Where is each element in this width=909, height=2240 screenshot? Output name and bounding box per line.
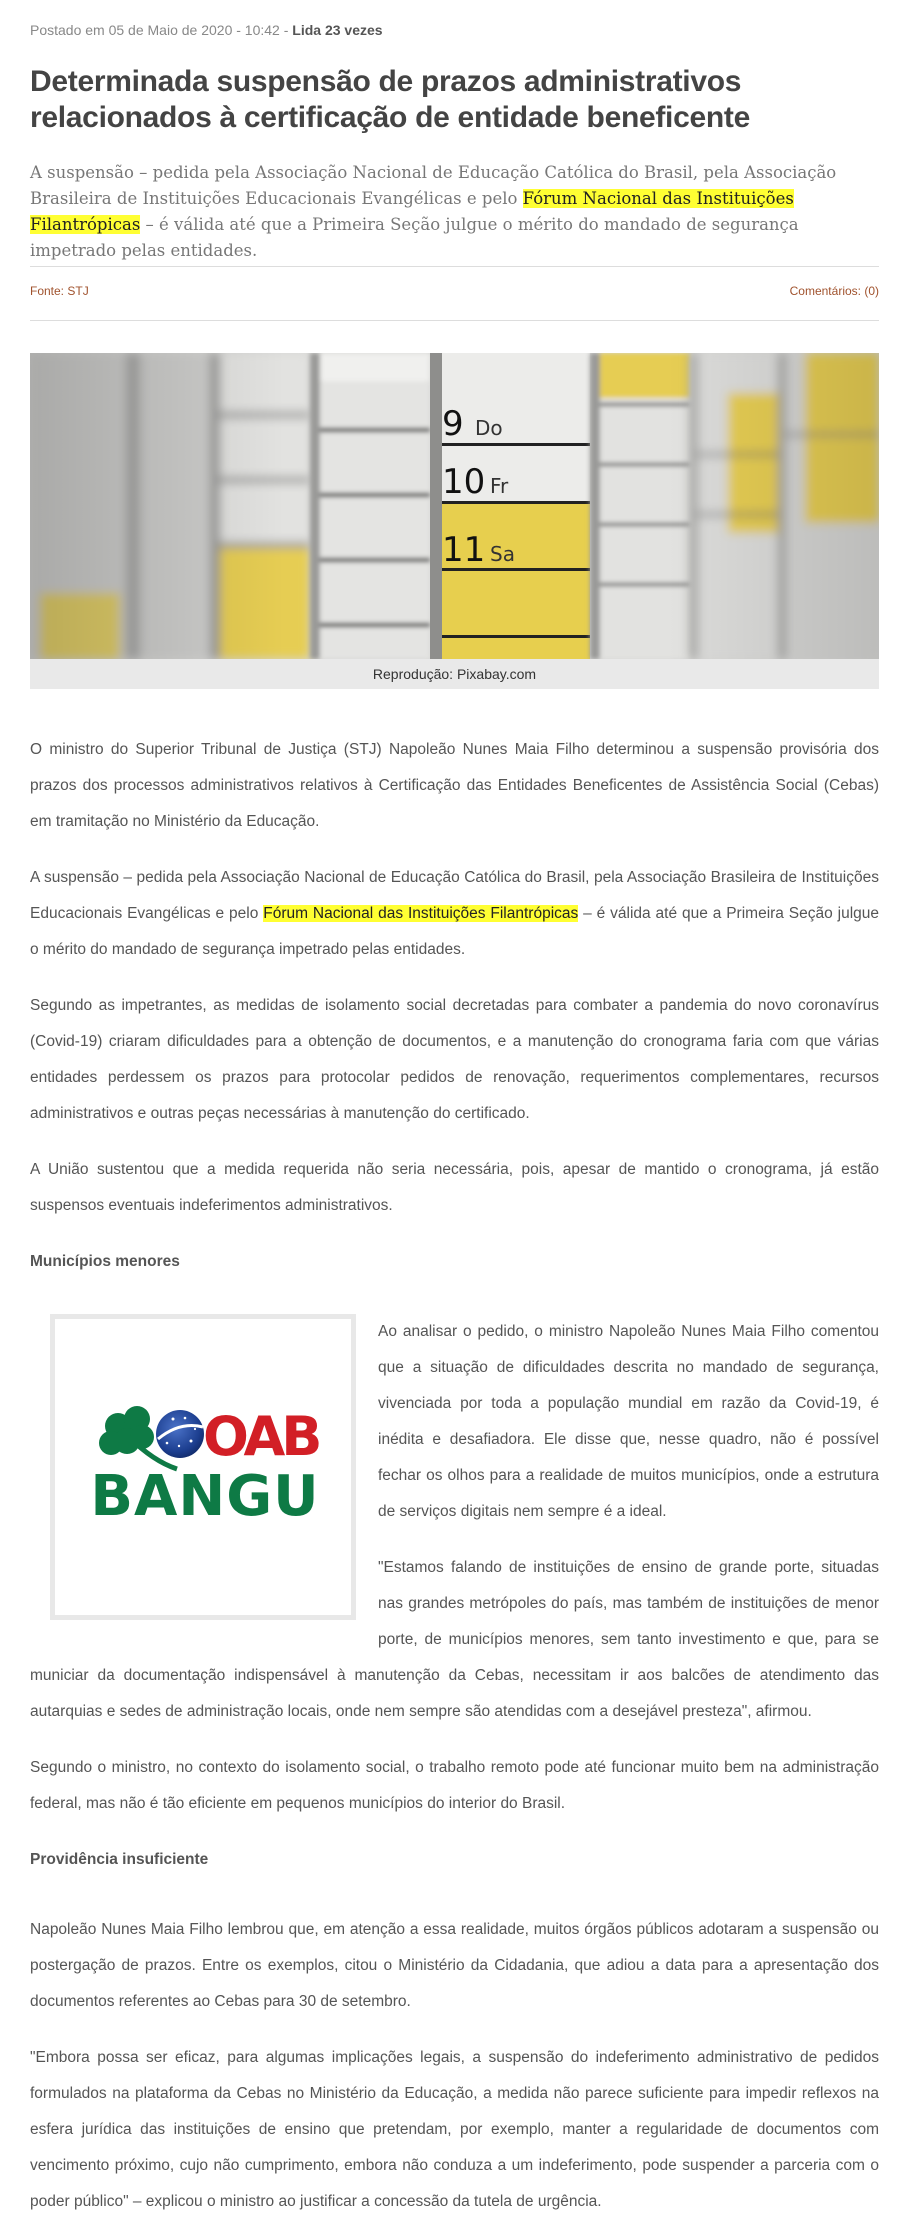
oab-bangu-logo <box>50 1314 356 1620</box>
read-count: Lida 23 vezes <box>292 22 383 38</box>
paragraph-2-start: A suspensão – pedida pela Associação Nacional de Educação Católica do Brasil, pela Associação Brasileira de Instituições Educacionais Evangélicas e pelo <box>30 869 879 922</box>
paragraph-2-highlight: Fórum Nacional das Instituições Filantrópicas <box>263 905 579 922</box>
posted-date: Postado em 05 de Maio de 2020 - 10:42 - <box>30 22 293 38</box>
subheading-municipios: Municípios menores <box>30 1253 180 1270</box>
paragraph-8: Napoleão Nunes Maia Filho lembrou que, em atenção a essa realidade, muitos órgãos públicos adotaram a suspensão ou postergação de prazos. Entre os exemplos, citou o Ministério da Cidadania, que adiou a data para a apresentação dos documentos referentes ao Cebas para 30 de setembro. <box>30 1921 879 2010</box>
paragraph-9: "Embora possa ser eficaz, para algumas implicações legais, a suspensão do indeferimento administrativo de pedidos formulados na plataforma da Cebas no Ministério da Educação, a medida não parece suficiente para impedir reflexos na esfera jurídica das instituições de ensino que pretendam, por exemplo, manter a regularidade de documentos com vencimento próximo, cujo não cumprimento, embora não conduza a um indeferimento, pode suspender a parceria com o poder público" – explicou o ministro ao justificar a concessão da tutela de urgência. <box>30 2049 879 2210</box>
article-title: Determinada suspensão de prazos administrativos relacionados à certificação de entidade beneficente <box>30 65 750 134</box>
logo-bangu-text: BANGU <box>90 1464 320 1529</box>
lede-text-start: A suspensão – pedida pela Associação Nacional de Educação Católica do Brasil, pela Associação Brasileira de Instituições Educacionais Evangélicas e pelo <box>30 163 837 208</box>
paragraph-5: Ao analisar o pedido, o ministro Napoleão Nunes Maia Filho comentou que a situação de dificuldades descrita no mandado de segurança, vivenciada por toda a população mundial em razão da Covid-19, é inédita e desafiadora. Ele disse que, nesse quadro, não é possível fechar os olhos para a realidade de muitos municípios, onde a estrutura de serviços digitais nem sempre é a ideal. <box>378 1323 879 1520</box>
image-caption: Reprodução: Pixabay.com <box>30 659 879 689</box>
clover-icon <box>99 1406 154 1455</box>
subheading-providencia: Providência insuficiente <box>30 1851 209 1868</box>
paragraph-2-end: – é válida até que a Primeira Seção julgue o mérito do mandado de segurança impetrado pelas entidades. <box>30 905 879 958</box>
divider-top <box>30 266 879 267</box>
article-lede <box>30 160 879 264</box>
article-body <box>30 732 879 2240</box>
source-link[interactable]: Fonte: STJ <box>30 284 89 298</box>
calendar-illustration <box>30 353 879 659</box>
paragraph-7: Segundo o ministro, no contexto do isolamento social, o trabalho remoto pode até funcionar muito bem na administração federal, mas não é tão eficiente em pequenos municípios do interior do Brasil. <box>30 1759 879 1812</box>
paragraph-2 <box>30 860 879 968</box>
paragraph-3: Segundo as impetrantes, as medidas de isolamento social decretadas para combater a pandemia do novo coronavírus (Covid-19) criaram dificuldades para a obtenção de documentos, e a manutenção do cronograma faria com que várias entidades perdessem os prazos para protocolar pedidos de renovação, requerimentos complementares, recursos administrativos e outras peças necessárias à manutenção do certificado. <box>30 997 879 1122</box>
comments-link[interactable]: Comentários: (0) <box>789 284 879 298</box>
paragraph-4: A União sustentou que a medida requerida não seria necessária, pois, apesar de mantido o cronograma, já estão suspensos eventuais indeferimentos administrativos. <box>30 1161 879 1214</box>
post-meta <box>30 22 383 38</box>
logo-image <box>55 1319 351 1615</box>
logo-oab-text: OAB <box>203 1405 319 1468</box>
paragraph-6: "Estamos falando de instituições de ensino de grande porte, situadas nas grandes metrópoles do país, mas também de instituições de menor porte, de municípios menores, sem tanto investimento e que, para se municiar da documentação indispensável à manutenção da Cebas, necessitam ir aos balcões de atendimento das autarquias e sedes de administração locais, onde nem sempre são atendidas com a desejável presteza", afirmou. <box>30 1559 879 1720</box>
lede-text-end: – é válida até que a Primeira Seção julgue o mérito do mandado de segurança impetrado pelas entidades. <box>30 215 799 260</box>
calendar-photo <box>30 353 879 659</box>
divider-bottom <box>30 320 879 321</box>
lede-highlight: Fórum Nacional das Instituições Filantrópicas <box>30 189 794 234</box>
paragraph-1: O ministro do Superior Tribunal de Justiça (STJ) Napoleão Nunes Maia Filho determinou a suspensão provisória dos prazos dos processos administrativos relativos à Certificação das Entidades Beneficentes de Assistência Social (Cebas) em tramitação no Ministério da Educação. <box>30 741 879 830</box>
